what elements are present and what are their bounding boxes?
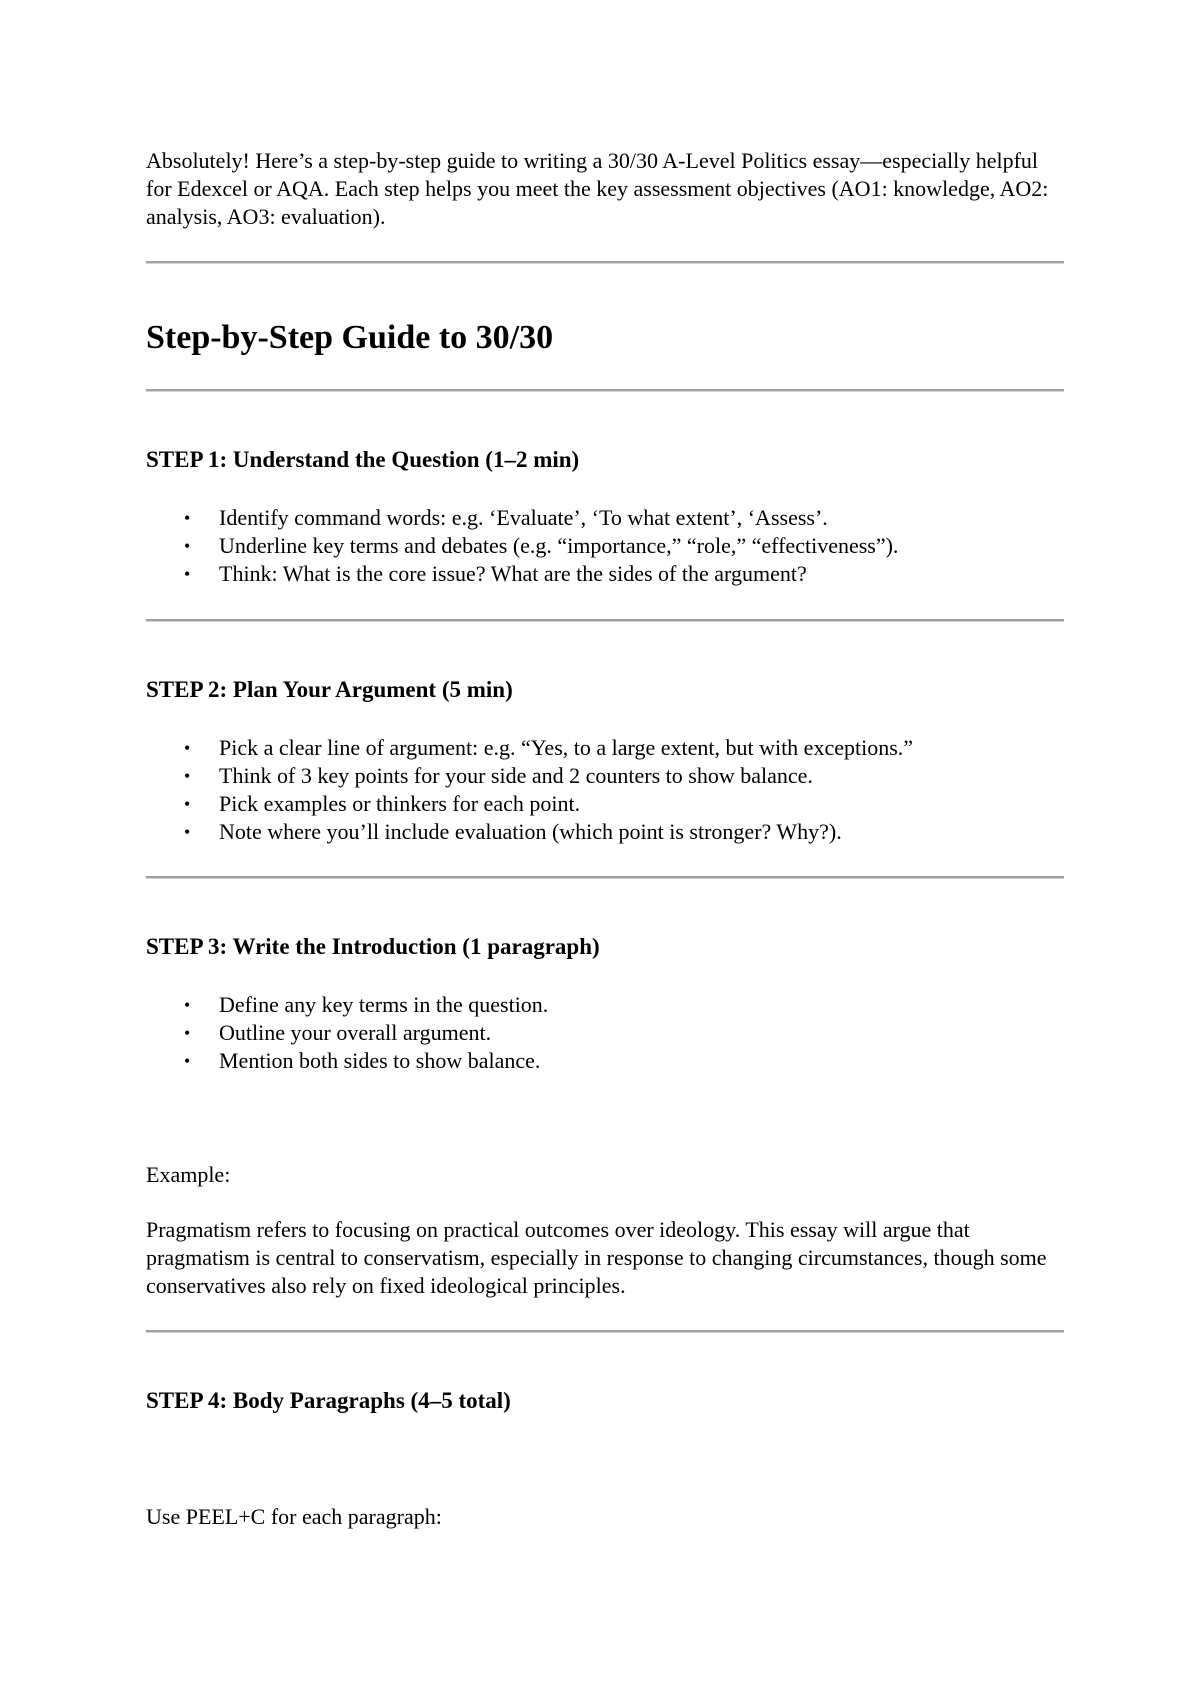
list-item: • Note where you’ll include evaluation (which point is stronger? Why?).: [184, 819, 842, 844]
horizontal-rule: [146, 876, 1064, 879]
list-item: • Define any key terms in the question.: [184, 992, 549, 1017]
bullet-icon: •: [184, 766, 191, 786]
list-item: • Outline your overall argument.: [184, 1020, 492, 1045]
horizontal-rule: [146, 261, 1064, 264]
peel-note: Use PEEL+C for each paragraph:: [146, 1504, 442, 1529]
intro-paragraph: Absolutely! Here’s a step-by-step guide to writing a 30/30 A-Level Politics essay—especially helpful for Edexcel or AQA. Each step helps you meet the key assessment objectives (AO1: knowledge, AO2: analysis, AO3: evaluation).: [146, 148, 1049, 229]
horizontal-rule: [146, 619, 1064, 622]
list-item: • Mention both sides to show balance.: [184, 1048, 541, 1073]
bullet-icon: •: [184, 1023, 191, 1043]
step-3-heading: STEP 3: Write the Introduction (1 paragraph): [146, 934, 600, 959]
step-4-heading: STEP 4: Body Paragraphs (4–5 total): [146, 1388, 511, 1413]
bullet-icon: •: [184, 995, 191, 1015]
example-label: Example:: [146, 1162, 231, 1187]
step-1-list: [146, 504, 1064, 588]
horizontal-rule: [146, 389, 1064, 392]
bullet-icon: •: [184, 738, 191, 758]
page-title: Step-by-Step Guide to 30/30: [146, 319, 554, 356]
list-item: • Think: What is the core issue? What are the sides of the argument?: [184, 561, 807, 586]
bullet-icon: •: [184, 536, 191, 556]
list-item: • Pick a clear line of argument: e.g. “Yes, to a large extent, but with exceptions.”: [184, 735, 914, 760]
bullet-icon: •: [184, 822, 191, 842]
step-3-list: [146, 991, 1064, 1075]
list-item: • Pick examples or thinkers for each point.: [184, 791, 581, 816]
step-2-list: [146, 734, 1064, 846]
list-item: • Underline key terms and debates (e.g. “importance,” “role,” “effectiveness”).: [184, 533, 899, 558]
bullet-icon: •: [184, 1051, 191, 1071]
list-item: • Identify command words: e.g. ‘Evaluate’, ‘To what extent’, ‘Assess’.: [184, 505, 828, 530]
bullet-icon: •: [184, 564, 191, 584]
horizontal-rule: [146, 1330, 1064, 1333]
step-1-heading: STEP 1: Understand the Question (1–2 min): [146, 447, 580, 472]
bullet-icon: •: [184, 794, 191, 814]
step-2-heading: STEP 2: Plan Your Argument (5 min): [146, 677, 513, 702]
example-paragraph: Pragmatism refers to focusing on practical outcomes over ideology. This essay will argue that pragmatism is central to conservatism, especially in response to changing circumstances, though some conservatives also rely on fixed ideological principles.: [146, 1217, 1047, 1298]
bullet-icon: •: [184, 508, 191, 528]
list-item: • Think of 3 key points for your side and 2 counters to show balance.: [184, 763, 813, 788]
